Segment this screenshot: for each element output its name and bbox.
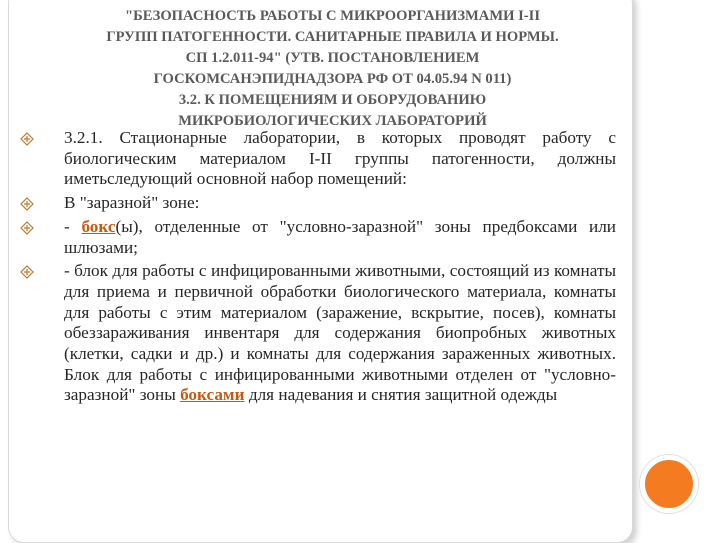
title-line-2: ГРУПП ПАТОГЕННОСТИ. САНИТАРНЫЕ ПРАВИЛА И НОРМЫ. <box>106 29 559 45</box>
title-line-3: СП 1.2.011-94" (УТВ. ПОСТАНОВЛЕНИЕМ <box>185 50 480 66</box>
bullet-item-4 <box>16 261 616 406</box>
title-line-1: "БЕЗОПАСНОСТЬ РАБОТЫ С МИКРООРГАНИЗМАМИ I-II <box>124 8 541 24</box>
diamond-cross-icon <box>20 197 34 211</box>
bullet-text-post: для надевания и снятия защитной одежды <box>244 385 558 405</box>
bullet-item-3 <box>16 217 616 258</box>
title-line-5: 3.2. К ПОМЕЩЕНИЯМ И ОБОРУДОВАНИЮ <box>178 92 487 108</box>
diamond-cross-icon <box>20 132 34 146</box>
slide-title <box>40 6 625 132</box>
bullet-text-pre: - <box>64 216 82 236</box>
bullet-text-post: (ы), отделенные от "условно-заразной" зоны предбоксами или шлюзами; <box>64 216 616 257</box>
title-line-4: ГОСКОМСАНЭПИДНАДЗОРА РФ ОТ 04.05.94 N 011) <box>153 71 512 87</box>
bullet-item-1 <box>16 128 616 190</box>
diamond-cross-icon <box>20 265 34 279</box>
boksami-link[interactable]: боксами <box>180 385 245 405</box>
decorative-circle <box>640 455 698 513</box>
title-line-6: МИКРОБИОЛОГИЧЕСКИХ ЛАБОРАТОРИЙ <box>178 113 487 129</box>
bullet-text: 3.2.1. Стационарные лаборатории, в которых проводят работу с биологическим материалом I-II группы патогенности, должны иметьследующий основной набор помещений: <box>64 128 616 189</box>
boks-link[interactable]: бокс <box>81 216 116 236</box>
bullet-item-2 <box>16 193 616 214</box>
bullet-text-pre: - блок для работы с инфицированными животными, состоящий из комнаты для приема и первичной обработки биологического материала, комнаты для работы с этим материалом (заражение, вскрытие, посев), комнаты обеззараживания инвентаря для содержания биопробных животных (клетки, садки и др.) и комнаты для содержания зараженных животных. Блок для работы с инфицированными животными отделен от "условно-заразной" зоны <box>64 261 616 405</box>
bullet-list <box>16 128 616 406</box>
bullet-text: В "заразной" зоне: <box>64 193 200 213</box>
diamond-cross-icon <box>20 221 34 235</box>
